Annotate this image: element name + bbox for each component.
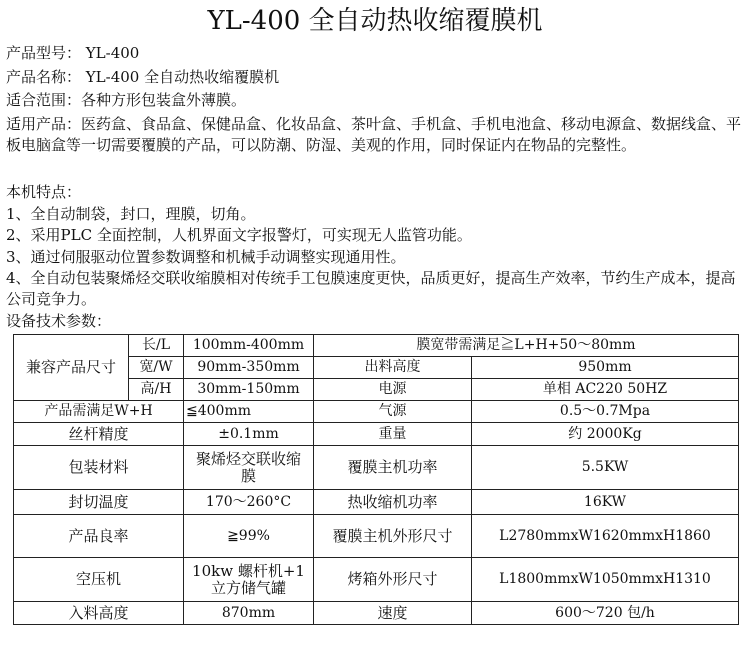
product-name-line: 产品名称： YL-400 全自动热收缩覆膜机: [6, 68, 280, 86]
speed-label: 速度: [314, 602, 472, 625]
output-height-label: 出料高度: [314, 357, 472, 379]
main-power-label: 覆膜主机功率: [314, 446, 472, 490]
power-supply-value: 单相 AC220 50HZ: [472, 379, 739, 401]
yield-value: ≧99%: [184, 515, 314, 558]
feed-height-value: 870mm: [184, 602, 314, 625]
product-requirement-value: ≦400mm: [184, 401, 314, 423]
output-height-value: 950mm: [472, 357, 739, 379]
product-requirement-label: 产品需满足W+H: [14, 401, 184, 423]
height-label: 高/H: [129, 379, 184, 401]
power-supply-label: 电源: [314, 379, 472, 401]
speed-value: 600～720 包/h: [472, 602, 739, 625]
model-line: 产品型号： YL-400: [6, 44, 140, 62]
compressor-value: 10kw 螺杆机+1立方储气罐: [184, 558, 314, 602]
weight-label: 重量: [314, 423, 472, 446]
feature-item: 4、全自动包装聚烯烃交联收缩膜相对传统手工包膜速度更快，品质更好，提高生产效率，节约生产成本，提高公司竞争力。: [6, 269, 736, 308]
length-value: 100mm-400mm: [184, 335, 314, 357]
seal-temperature-label: 封切温度: [14, 490, 184, 515]
screw-precision-label: 丝杆精度: [14, 423, 184, 446]
shrink-power-label: 热收缩机功率: [314, 490, 472, 515]
main-dimensions-value: L2780mmxW1620mmxH1860: [472, 515, 739, 558]
packaging-material-value: 聚烯烃交联收缩膜: [184, 446, 314, 490]
feature-item: 3、通过伺服驱动位置参数调整和机械手动调整实现通用性。: [6, 248, 406, 266]
oven-dimensions-label: 烤箱外形尺寸: [314, 558, 472, 602]
main-power-value: 5.5KW: [472, 446, 739, 490]
width-label: 宽/W: [129, 357, 184, 379]
scope-line: 适合范围：各种方形包装盒外薄膜。: [6, 91, 247, 109]
feature-item: 1、全自动制袋，封口，理膜，切角。: [6, 205, 256, 223]
seal-temperature-value: 170～260°C: [184, 490, 314, 515]
air-source-value: 0.5～0.7Mpa: [472, 401, 739, 423]
yield-label: 产品良率: [14, 515, 184, 558]
compressor-label: 空压机: [14, 558, 184, 602]
air-source-label: 气源: [314, 401, 472, 423]
height-value: 30mm-150mm: [184, 379, 314, 401]
applications-paragraph: 适用产品：医药盒、食品盒、保健品盒、化妆品盒、茶叶盒、手机盒、手机电池盒、移动电源盒、数据线盒、平板电脑盒等一切需要覆膜的产品，可以防潮、防湿、美观的作用，同时保证内在物品的完整性。: [6, 115, 742, 154]
weight-value: 约 2000Kg: [472, 423, 739, 446]
main-dimensions-label: 覆膜主机外形尺寸: [314, 515, 472, 558]
document-title: YL-400 全自动热收缩覆膜机: [207, 6, 543, 36]
feed-height-label: 入料高度: [14, 602, 184, 625]
features-heading: 本机特点：: [6, 183, 82, 201]
specs-heading: 设备技术参数：: [6, 312, 112, 330]
packaging-material-label: 包装材料: [14, 446, 184, 490]
spec-table: [13, 334, 739, 625]
screw-precision-value: ±0.1mm: [184, 423, 314, 446]
shrink-power-value: 16KW: [472, 490, 739, 515]
length-label: 长/L: [129, 335, 184, 357]
film-width-requirement: 膜宽带需满足≧L+H+50～80mm: [314, 335, 739, 357]
compat-size-label: 兼容产品尺寸: [14, 335, 129, 401]
feature-item: 2、采用PLC 全面控制，人机界面文字报警灯，可实现无人监管功能。: [6, 226, 472, 244]
width-value: 90mm-350mm: [184, 357, 314, 379]
oven-dimensions-value: L1800mmxW1050mmxH1310: [472, 558, 739, 602]
